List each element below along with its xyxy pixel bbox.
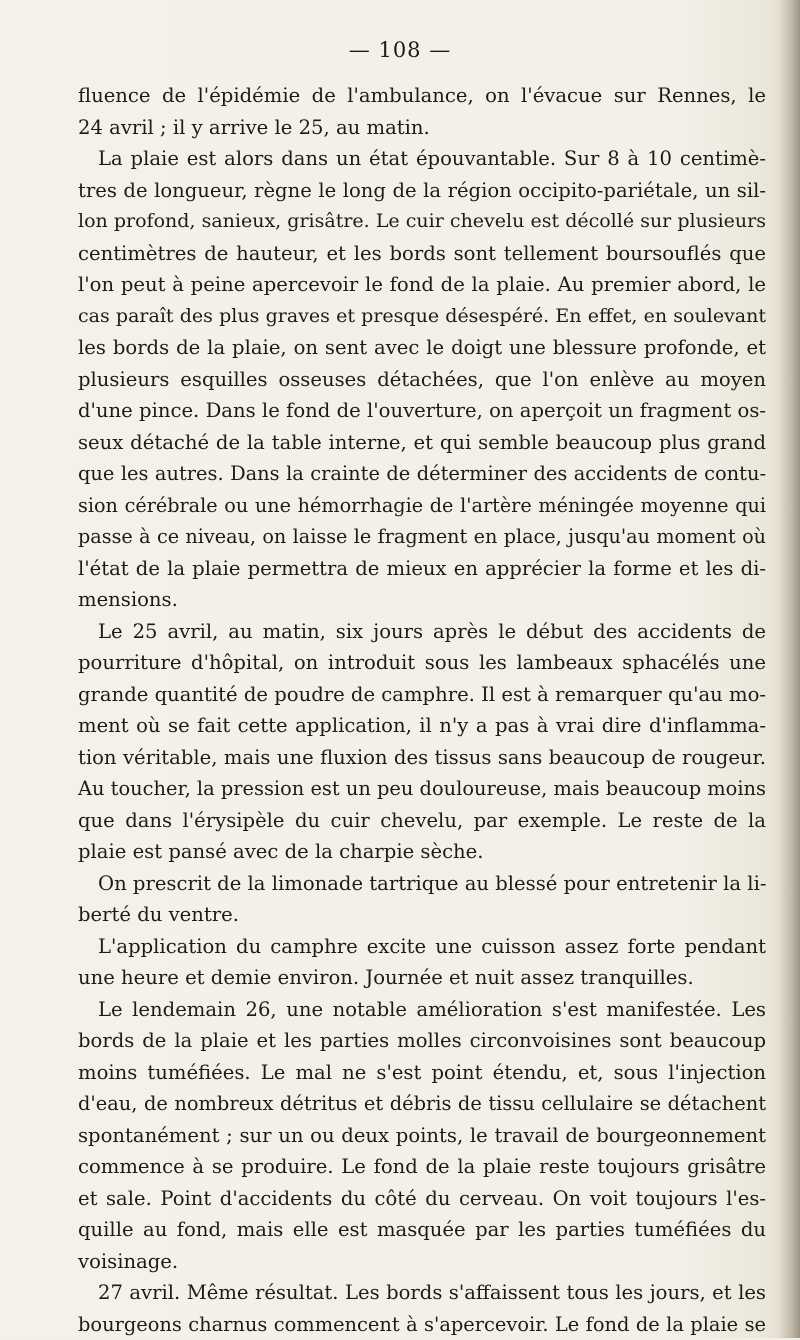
text-line: et sale. Point d'accidents du côté du cerveau. On voit toujours l'es-: [78, 1183, 766, 1215]
page-edge-shadow: [778, 0, 800, 1338]
text-line: commence à se produire. Le fond de la plaie reste toujours grisâtre: [78, 1151, 766, 1183]
text-line: lon profond, sanieux, grisâtre. Le cuir chevelu est décollé sur plusieurs: [78, 206, 766, 238]
text-line: plaie est pansé avec de la charpie sèche.: [78, 836, 766, 868]
page-number: — 108 —: [0, 38, 800, 62]
text-line: l'état de la plaie permettra de mieux en apprécier la forme et les di-: [78, 553, 766, 585]
text-line: Le lendemain 26, une notable amélioration s'est manifestée. Les: [78, 994, 766, 1026]
text-line: passe à ce niveau, on laisse le fragment en place, jusqu'au moment où: [78, 521, 766, 553]
text-line: tres de longueur, règne le long de la région occipito-pariétale, un sil-: [78, 175, 766, 207]
text-line: moins tuméfiées. Le mal ne s'est point étendu, et, sous l'injection: [78, 1057, 766, 1089]
text-line: mensions.: [78, 584, 766, 616]
text-line: que dans l'érysipèle du cuir chevelu, par exemple. Le reste de la: [78, 805, 766, 837]
text-line: que les autres. Dans la crainte de déterminer des accidents de contu-: [78, 458, 766, 490]
text-line: fluence de l'épidémie de l'ambulance, on l'évacue sur Rennes, le: [78, 80, 766, 112]
text-line: On prescrit de la limonade tartrique au blessé pour entretenir la li-: [78, 868, 766, 900]
text-line: pourriture d'hôpital, on introduit sous les lambeaux sphacélés une: [78, 647, 766, 679]
text-line: seux détaché de la table interne, et qui semble beaucoup plus grand: [78, 427, 766, 459]
text-line: d'une pince. Dans le fond de l'ouverture, on aperçoit un fragment os-: [78, 395, 766, 427]
text-line: 27 avril. Même résultat. Les bords s'affaissent tous les jours, et les: [78, 1277, 766, 1309]
text-line: une heure et demie environ. Journée et nuit assez tranquilles.: [78, 962, 766, 994]
text-line: voisinage.: [78, 1246, 766, 1278]
text-line: bourgeons charnus commencent à s'apercevoir. Le fond de la plaie se: [78, 1309, 766, 1340]
text-line: centimètres de hauteur, et les bords sont tellement boursouflés que: [78, 238, 766, 270]
text-line: l'on peut à peine apercevoir le fond de la plaie. Au premier abord, le: [78, 269, 766, 301]
text-line: plusieurs esquilles osseuses détachées, que l'on enlève au moyen: [78, 364, 766, 396]
text-line: 24 avril ; il y arrive le 25, au matin.: [78, 112, 766, 144]
text-line: cas paraît des plus graves et presque désespéré. En effet, en soulevant: [78, 301, 766, 333]
text-line: les bords de la plaie, on sent avec le doigt une blessure profonde, et: [78, 332, 766, 364]
text-line: bords de la plaie et les parties molles circonvoisines sont beaucoup: [78, 1025, 766, 1057]
text-line: spontanément ; sur un ou deux points, le travail de bourgeonnement: [78, 1120, 766, 1152]
text-line: Au toucher, la pression est un peu douloureuse, mais beaucoup moins: [78, 773, 766, 805]
body-text: [78, 80, 766, 1340]
text-line: Le 25 avril, au matin, six jours après le début des accidents de: [78, 616, 766, 648]
text-line: berté du ventre.: [78, 899, 766, 931]
text-line: La plaie est alors dans un état épouvantable. Sur 8 à 10 centimè-: [78, 143, 766, 175]
text-line: L'application du camphre excite une cuisson assez forte pendant: [78, 931, 766, 963]
text-line: ment où se fait cette application, il n'y a pas à vrai dire d'inflamma-: [78, 710, 766, 742]
text-line: tion véritable, mais une fluxion des tissus sans beaucoup de rougeur.: [78, 742, 766, 774]
text-line: quille au fond, mais elle est masquée par les parties tuméfiées du: [78, 1214, 766, 1246]
text-line: sion cérébrale ou une hémorrhagie de l'artère méningée moyenne qui: [78, 490, 766, 522]
text-line: grande quantité de poudre de camphre. Il est à remarquer qu'au mo-: [78, 679, 766, 711]
text-line: d'eau, de nombreux détritus et débris de tissu cellulaire se détachent: [78, 1088, 766, 1120]
